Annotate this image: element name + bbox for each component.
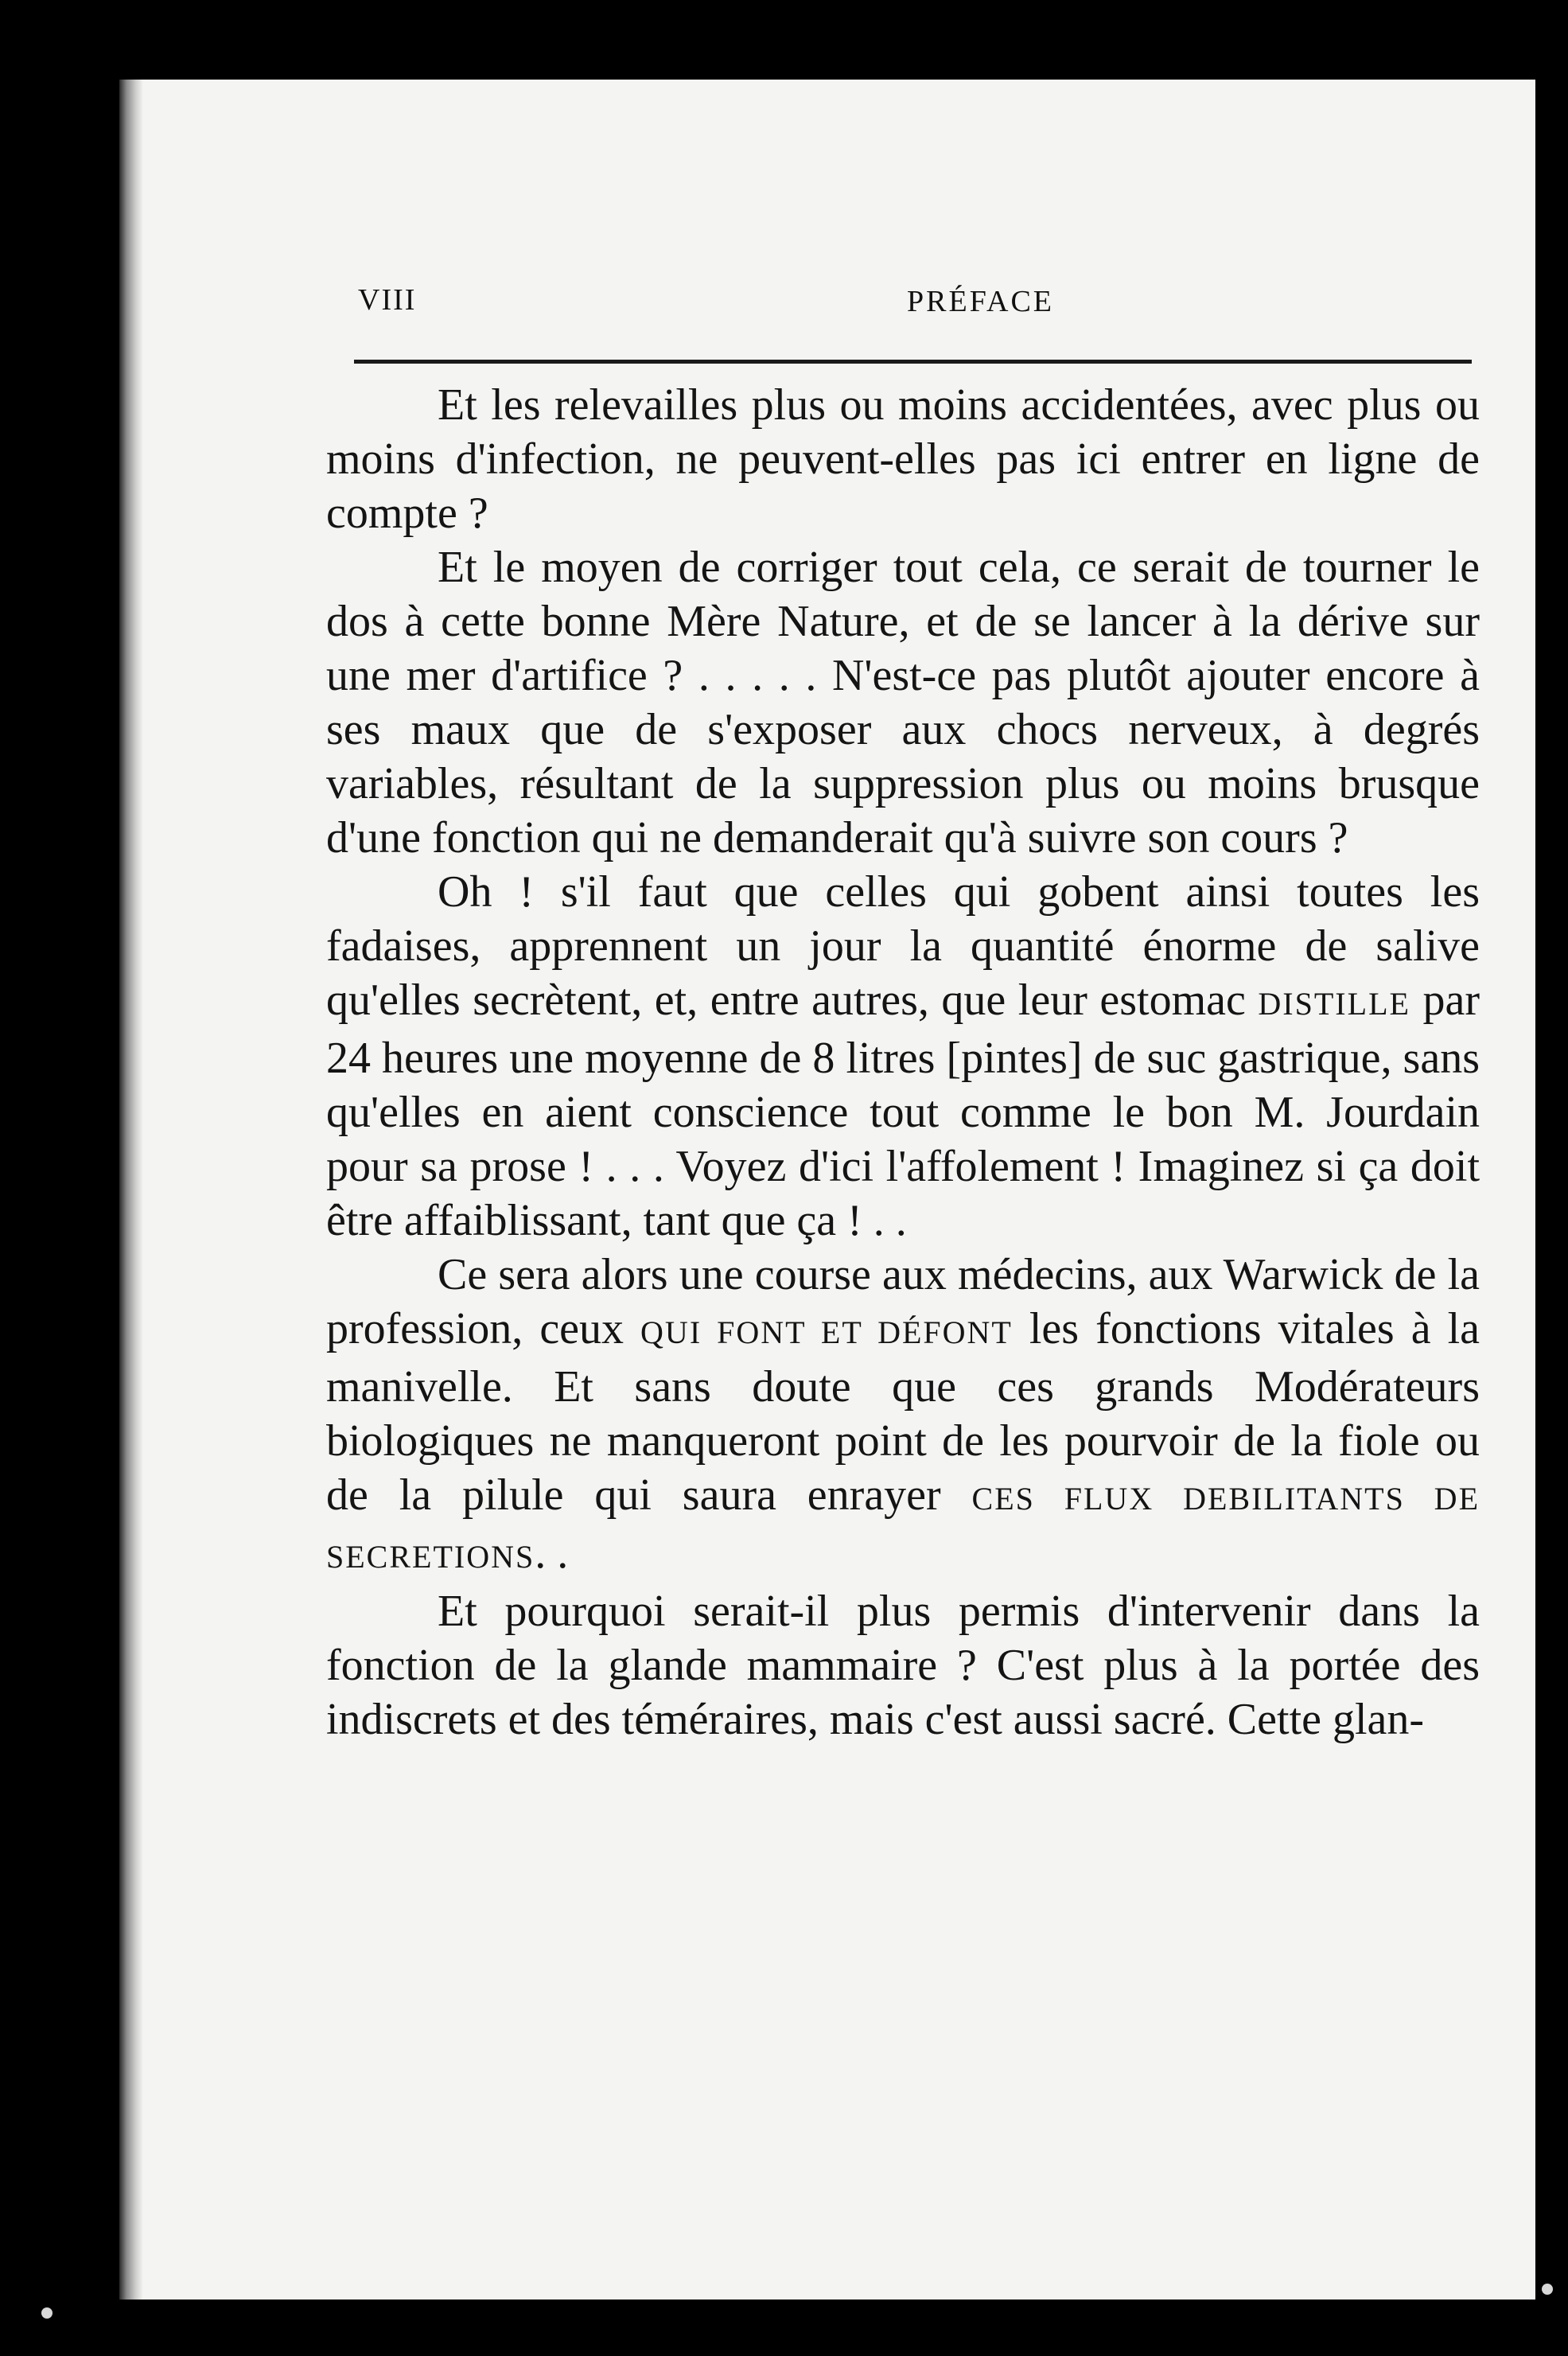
scan-mark-top-1 — [1554, 509, 1561, 593]
paragraph-3-emphasis: DISTILLE — [1258, 986, 1410, 1022]
running-title: PRÉFACE — [907, 285, 1055, 318]
paragraph-3 — [326, 865, 1480, 1248]
body-text — [326, 378, 1480, 1747]
book-page — [119, 80, 1535, 2300]
header-rule — [354, 360, 1472, 364]
paragraph-4-emphasis-2: CES FLUX DEBILITANTS DE SECRETIONS — [326, 1481, 1480, 1575]
paragraph-5-text: Et pourquoi serait-il plus permis d'intervenir dans la fonction de la glande mammaire ? C'est plus à la portée des indiscrets et des téméraires, mais c'est aussi sacré. Cette glan- — [326, 1587, 1480, 1744]
paragraph-5 — [326, 1584, 1480, 1747]
paragraph-4-text-before: Ce sera alors une course aux médecins, aux Warwick de la profession, ceux — [326, 1250, 1480, 1353]
paragraph-4-text-middle: les fonctions vitales à la manivelle. Et sans doute que ces grands Modérateurs biologiques ne manqueront point de les pourvoir de la fiole ou de la pilule qui saura enrayer — [326, 1304, 1480, 1520]
scan-dust-bottom-right — [1542, 2284, 1553, 2295]
paragraph-3-text-before: Oh ! s'il faut que celles qui gobent ainsi toutes les fadaises, apprennent un jour la quantité énorme de salive qu'elles secrètent, et, entre autres, que leur estomac — [326, 867, 1480, 1025]
paragraph-2 — [326, 540, 1480, 865]
paragraph-4-text-after: . . — [535, 1528, 569, 1578]
paragraph-2-text: Et le moyen de corriger tout cela, ce serait de tourner le dos à cette bonne Mère Nature, et de se lancer à la dérive sur une mer d'artifice ? . . . . . N'est-ce pas plutôt ajouter encore à ses maux que de s'exposer aux chocs nerveux, à degrés variables, résultant de la suppression plus ou moins brusque d'une fonction qui ne demanderait qu'à suivre son cours ? — [326, 543, 1480, 863]
paragraph-1-text: Et les relevailles plus ou moins accidentées, avec plus ou moins d'infection, ne peuvent-elles pas ici entrer en ligne de compte ? — [326, 380, 1480, 538]
page-number: VIII — [358, 283, 417, 317]
scan-mark-bottom-1 — [1548, 1806, 1554, 1894]
paragraph-4 — [326, 1248, 1480, 1584]
page-binding-edge — [119, 80, 143, 2300]
scan-mark-bottom-2 — [1548, 1918, 1554, 2009]
paragraph-4-emphasis: QUI FONT ET DÉFONT — [640, 1314, 1013, 1350]
scan-dust-bottom-left — [41, 2307, 53, 2319]
paragraph-1 — [326, 378, 1480, 540]
page-header — [358, 282, 1472, 338]
scan-mark-top-2 — [1554, 629, 1561, 704]
paragraph-3-text-after: par 24 heures une moyenne de 8 litres [pintes] de suc gastrique, sans qu'elles en aient conscience tout comme le bon M. Jourdain pour sa prose ! . . . Voyez d'ici l'affolement ! Imaginez si ça doit être affaiblissant, tant que ça ! . . — [326, 976, 1480, 1245]
